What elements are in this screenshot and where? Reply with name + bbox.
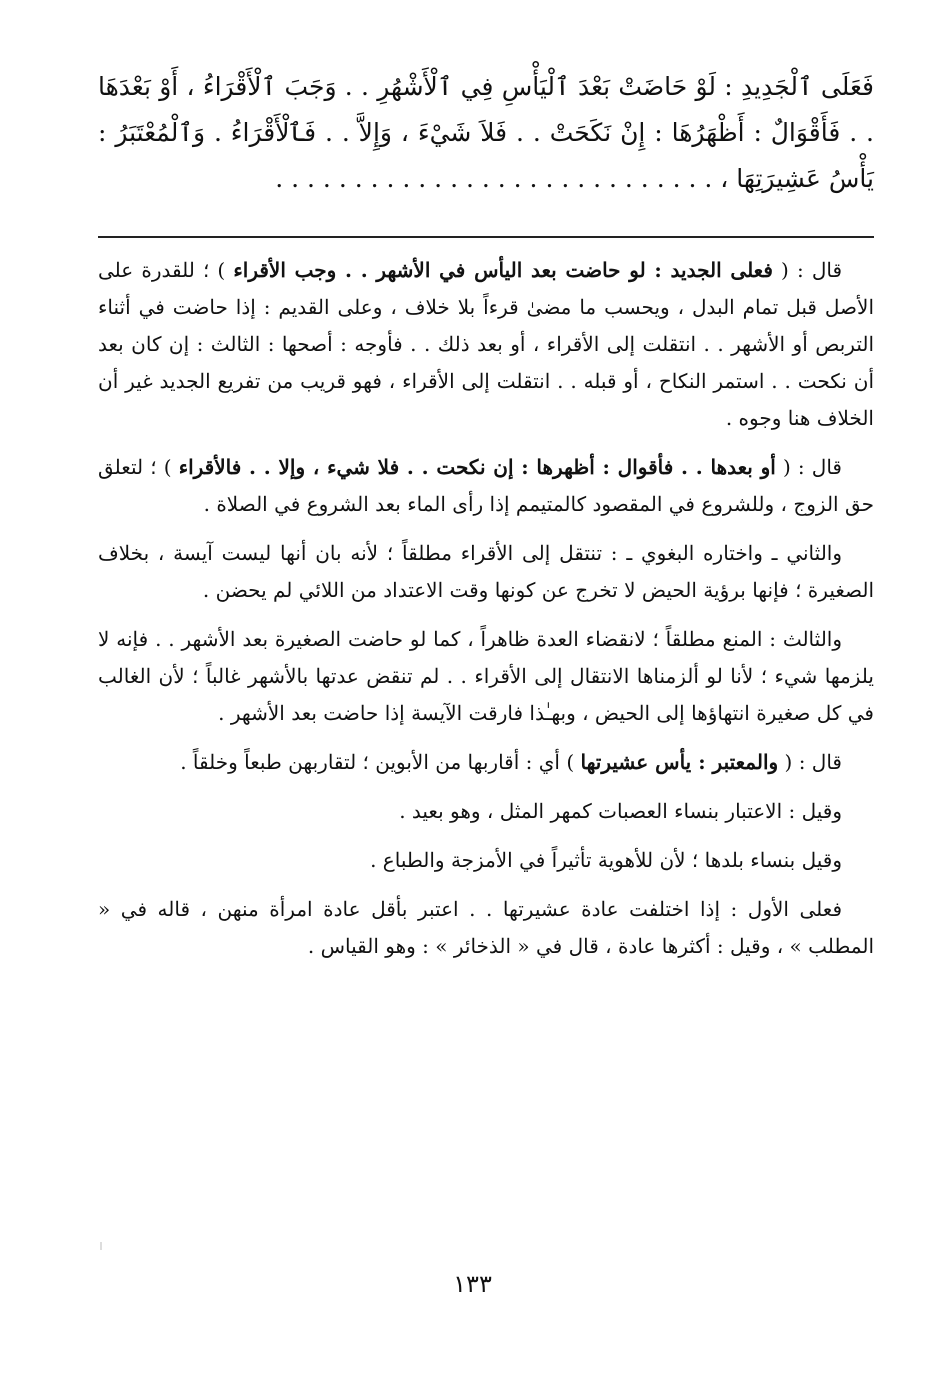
quoted-matn: والمعتبر : يأس عشيرتها xyxy=(580,750,779,774)
quoted-matn: فعلى الجديد : لو حاضت بعد اليأس في الأشهر . . وجب الأقراء xyxy=(233,258,773,282)
lead-text: قال : ( xyxy=(775,455,842,479)
matn-main: فَعَلَى ٱلْجَدِيدِ : لَوْ حَاضَتْ بَعْدَ ٱلْيَأْسِ فِي ٱلْأَشْهُرِ . . وَجَبَ ٱلْأَقْرَاءُ ، أَوْ بَعْدَهَا . . فَأَقْوَالٌ : أَظْهَرُهَا : إِنْ نَكَحَتْ . . فَلاَ شَيْءَ ، وَإِلاَّ . . فَٱلْأَقْرَاءُ . وَٱلْمُعْتَبَرُ : يَأْسُ عَشِيرَتِهَا ، xyxy=(98,72,874,193)
matn-text xyxy=(98,64,874,202)
lead-text: قال : ( xyxy=(778,750,842,774)
commentary-paragraph-3: والثاني ـ واختاره البغوي ـ : تنتقل إلى الأقراء مطلقاً ؛ لأنه بان أنها ليست آيسة ، بخلاف الصغيرة ؛ فإنها برؤية الحيض لا تخرج عن كونها وقت الاعتداد من اللائي لم يحضن . xyxy=(98,541,874,602)
page-number: ١٣٣ xyxy=(453,1270,492,1298)
commentary-paragraph-5 xyxy=(98,744,874,781)
commentary-paragraph-1 xyxy=(98,252,874,437)
quoted-matn: أو بعدها . . فأقوال : أظهرها : إن نكحت . . فلا شيء ، وإلا . . فالأقراء xyxy=(178,455,776,479)
lead-text: قال : ( xyxy=(772,258,843,282)
matn-dots: . . . . . . . . . . . . . . . . . . . . . . . . . . . . xyxy=(275,164,721,193)
separator-rule xyxy=(98,236,874,238)
commentary-text: ) ؛ لتعلق حق الزوج ، وللشروع في المقصود كالمتيمم إذا رأى الماء بعد الشروع في الصلاة . xyxy=(98,455,874,516)
commentary-paragraph-8: فعلى الأول : إذا اختلفت عادة عشيرتها . . اعتبر بأقل عادة امرأة منهن ، قاله في « المطلب » ، وقيل : أكثرها عادة ، قال في « الذخائر » : وهو القياس . xyxy=(98,897,874,958)
commentary-text: ) ؛ للقدرة على الأصل قبل تمام البدل ، ويحسب ما مضىٰ قرءاً بلا خلاف ، وعلى القديم : إذا حاضت في أثناء التربص أو الأشهر . . انتقلت إلى الأقراء ، أو بعد ذلك . . فأوجه : أصحها : الثالث : إن كان بعد أن نكحت . . استمر النكاح ، أو قبله . . انتقلت إلى الأقراء ، فهو قريب من تفريع الجديد غير أن الخلاف هنا وجوه . xyxy=(98,258,874,430)
page-body xyxy=(98,64,874,977)
scan-mark xyxy=(100,1242,102,1250)
commentary-text: ) أي : أقاربها من الأبوين ؛ لتقاربهن طبعاً وخلقاً . xyxy=(180,750,581,774)
commentary-paragraph-6: وقيل : الاعتبار بنساء العصبات كمهر المثل ، وهو بعيد . xyxy=(399,799,842,823)
commentary-paragraph-7: وقيل بنساء بلدها ؛ لأن للأهوية تأثيراً في الأمزجة والطباع . xyxy=(370,848,842,872)
commentary-paragraph-4: والثالث : المنع مطلقاً ؛ لانقضاء العدة ظاهراً ، كما لو حاضت الصغيرة بعد الأشهر . . فإنه لا يلزمها شيء ؛ لأنا لو ألزمناها الانتقال إلى الأقراء . . لم تنقض عدتها بالأشهر غالباً ؛ لأن الغالب في كل صغيرة انتهاؤها إلى الحيض ، وبهـٰذا فارقت الآيسة إذا حاضت بعد الأشهر . xyxy=(98,627,874,725)
commentary-paragraph-2 xyxy=(98,449,874,523)
